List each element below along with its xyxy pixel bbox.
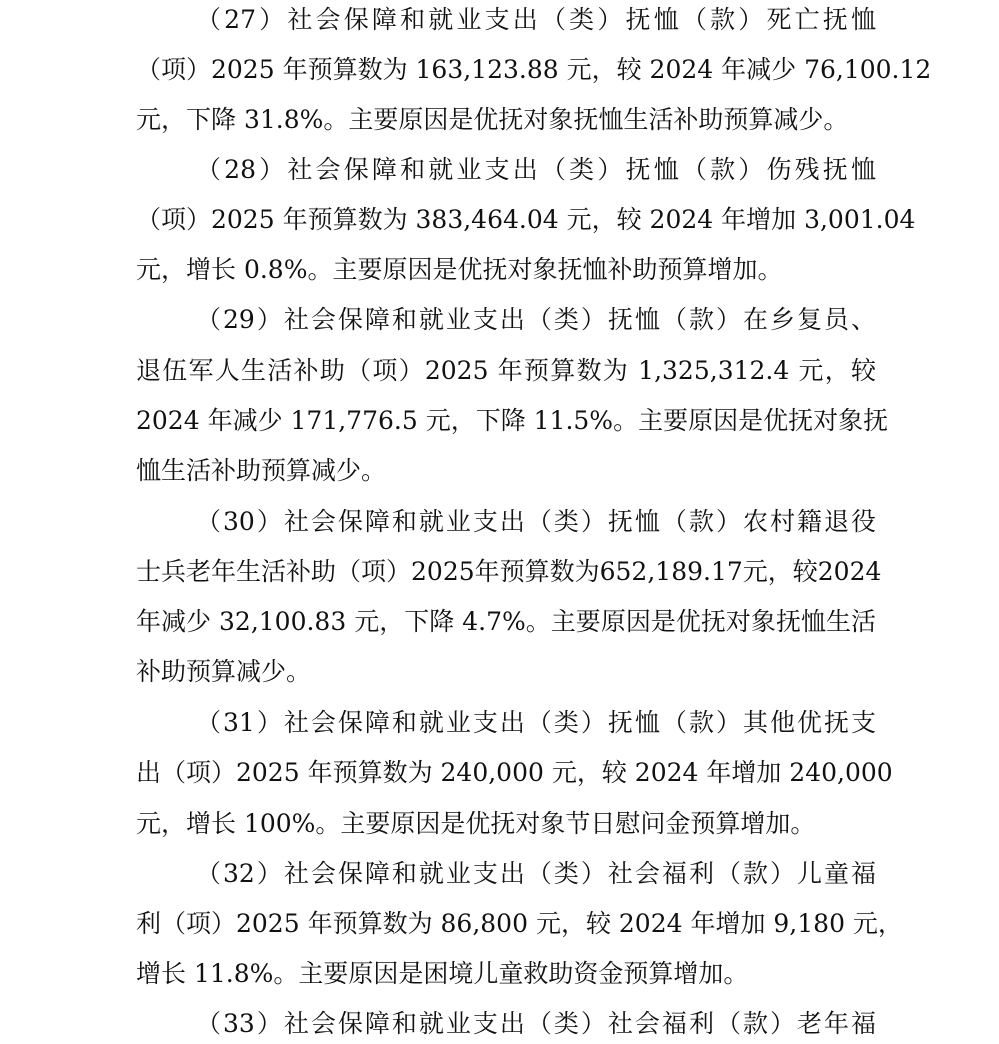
paragraph-28-line-2: （项）2025 年预算数为 383,464.04 元，较 2024 年增加 3,001.04 <box>136 205 916 234</box>
paragraph-29-line-1: （29）社会保障和就业支出（类）抚恤（款）在乡复员、 <box>196 305 876 334</box>
paragraph-29-line-4: 恤生活补助预算减少。 <box>136 456 387 485</box>
paragraph-30-line-2: 士兵老年生活补助（项）2025年预算数为652,189.17元，较2024 <box>136 557 882 586</box>
paragraph-29-line-3: 2024 年减少 171,776.5 元，下降 11.5%。主要原因是优抚对象抚 <box>136 406 889 435</box>
paragraph-29-line-2: 退伍军人生活补助（项）2025 年预算数为 1,325,312.4 元，较 <box>136 356 876 385</box>
paragraph-27-line-1: （27）社会保障和就业支出（类）抚恤（款）死亡抚恤 <box>196 5 876 34</box>
paragraph-28-line-1: （28）社会保障和就业支出（类）抚恤（款）伤残抚恤 <box>196 155 876 184</box>
paragraph-33-line-1: （33）社会保障和就业支出（类）社会福利（款）老年福 <box>196 1009 876 1038</box>
paragraph-31-line-3: 元，增长 100%。主要原因是优抚对象节日慰问金预算增加。 <box>136 809 816 838</box>
paragraph-31-line-1: （31）社会保障和就业支出（类）抚恤（款）其他优抚支 <box>196 708 876 737</box>
paragraph-31-line-2: 出（项）2025 年预算数为 240,000 元，较 2024 年增加 240,000 <box>136 758 893 787</box>
paragraph-32-line-2: 利（项）2025 年预算数为 86,800 元，较 2024 年增加 9,180 元， <box>136 909 903 938</box>
paragraph-27-line-3: 元，下降 31.8%。主要原因是优抚对象抚恤生活补助预算减少。 <box>136 105 849 134</box>
paragraph-32-line-3: 增长 11.8%。主要原因是困境儿童救助资金预算增加。 <box>136 959 749 988</box>
paragraph-28-line-3: 元，增长 0.8%。主要原因是优抚对象抚恤补助预算增加。 <box>136 255 783 284</box>
paragraph-30-line-4: 补助预算减少。 <box>136 657 312 686</box>
paragraph-27-line-2: （项）2025 年预算数为 163,123.88 元，较 2024 年减少 76,100.12 <box>136 55 932 84</box>
paragraph-32-line-1: （32）社会保障和就业支出（类）社会福利（款）儿童福 <box>196 859 876 888</box>
paragraph-30-line-3: 年减少 32,100.83 元，下降 4.7%。主要原因是优抚对象抚恤生活 <box>136 607 876 636</box>
paragraph-30-line-1: （30）社会保障和就业支出（类）抚恤（款）农村籍退役 <box>196 507 876 536</box>
